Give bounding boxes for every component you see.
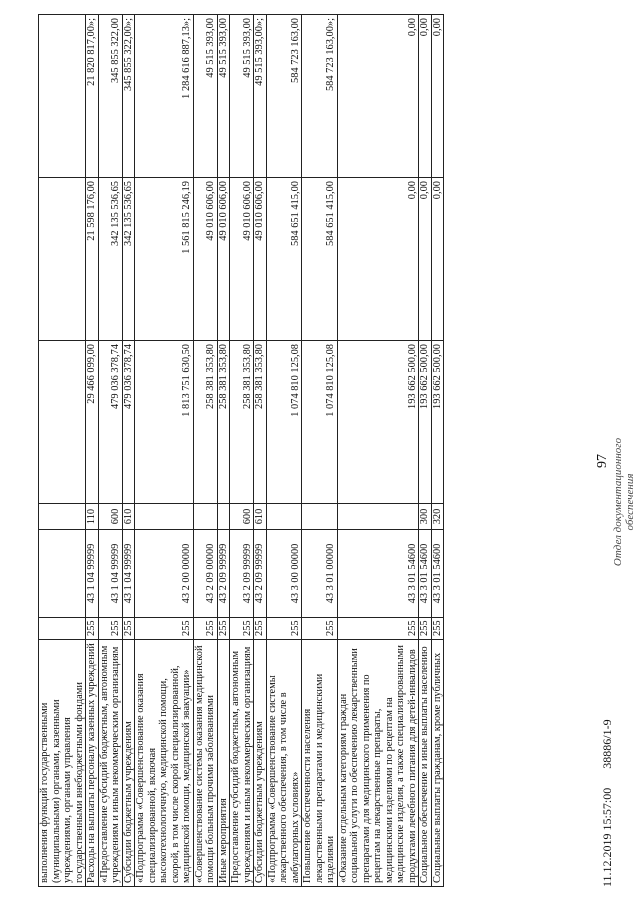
table-row (230, 15, 254, 887)
department-stamp (612, 417, 636, 587)
row-csr-code: 43 3 01 54600 (337, 530, 419, 618)
row-name: Субсидии бюджетным учреждениям (254, 640, 267, 887)
row-csr-code: 43 1 04 99999 (122, 530, 135, 618)
row-sum-2019: 193 662 500,00 (419, 341, 432, 504)
row-sum-2019: 258 381 353,80 (217, 341, 230, 504)
row-sum-2019: 479 036 378,74 (122, 341, 135, 504)
row-sum-2020 (39, 178, 86, 341)
row-csr-code: 43 3 01 00000 (302, 530, 338, 618)
table-row (337, 15, 419, 887)
budget-table (38, 14, 444, 887)
row-sum-2021: 0,00 (431, 15, 444, 178)
row-vr-code: 600 (230, 504, 254, 530)
stamp-line: обеспечения (624, 473, 636, 531)
row-ved-code: 255 (337, 618, 419, 640)
row-sum-2020: 49 010 606,00 (217, 178, 230, 341)
row-vr-code (193, 504, 217, 530)
row-vr-code: 610 (254, 504, 267, 530)
table-row (266, 15, 302, 887)
stamp-line: Отдел документационного (612, 437, 624, 567)
row-sum-2019: 29 466 099,00 (86, 341, 99, 504)
row-vr-code (302, 504, 338, 530)
row-ved-code: 255 (86, 618, 99, 640)
table-row (122, 15, 135, 887)
row-name: выполнения функций государственными (муниципальными) органами, казенными учреждениями, органами управления государственными внебюджетными фондами (39, 640, 86, 887)
table-row (39, 15, 86, 887)
row-sum-2021: 345 855 322,00»; (122, 15, 135, 178)
row-csr-code: 43 1 04 99999 (98, 530, 122, 618)
row-name: Субсидии бюджетным учреждениям (122, 640, 135, 887)
row-csr-code: 43 3 00 00000 (266, 530, 302, 618)
row-sum-2019: 258 381 353,80 (254, 341, 267, 504)
row-ved-code: 255 (98, 618, 122, 640)
row-sum-2019: 1 813 751 630,50 (135, 341, 194, 504)
table-row (98, 15, 122, 887)
row-name: Предоставление субсидий бюджетным, автономным учреждениям и иным некоммерческим организациям (230, 640, 254, 887)
row-sum-2021: 49 515 393,00 (217, 15, 230, 178)
row-ved-code: 255 (122, 618, 135, 640)
row-sum-2021: 345 855 322,00 (98, 15, 122, 178)
row-sum-2021: 0,00 (337, 15, 419, 178)
footer (600, 703, 615, 887)
table-row (302, 15, 338, 887)
row-sum-2020: 584 651 415,00 (302, 178, 338, 341)
row-name: Социальное обеспечение и иные выплаты населению (419, 640, 432, 887)
row-ved-code: 255 (302, 618, 338, 640)
row-vr-code: 600 (98, 504, 122, 530)
row-vr-code: 610 (122, 504, 135, 530)
row-sum-2020: 0,00 (337, 178, 419, 341)
row-sum-2019: 193 662 500,00 (337, 341, 419, 504)
row-sum-2020: 584 651 415,00 (266, 178, 302, 341)
row-name: Иные мероприятия (217, 640, 230, 887)
page-number: 97 (595, 454, 610, 468)
row-sum-2021: 49 515 393,00 (193, 15, 217, 178)
row-ved-code: 255 (135, 618, 194, 640)
row-name: «Подпрограмма «Совершенствование системы лекарственного обеспечения, в том числе в амбулаторных условиях» (266, 640, 302, 887)
row-csr-code: 43 2 09 99999 (230, 530, 254, 618)
row-sum-2021: 584 723 163,00»; (302, 15, 338, 178)
table-row (217, 15, 230, 887)
row-name: «Подпрограмма «Совершенствование оказания специализированной, включая высокотехнологичную, медицинской помощи, скорой, в том числе скорой специализированной, медицинской помощи, медицинской эвакуации» (135, 640, 194, 887)
row-ved-code (39, 618, 86, 640)
footer-doc-id: 38886/1-9 (600, 719, 614, 769)
row-ved-code: 255 (419, 618, 432, 640)
budget-table-body (39, 15, 444, 887)
row-ved-code: 255 (431, 618, 444, 640)
row-sum-2019: 258 381 353,80 (230, 341, 254, 504)
row-sum-2020: 49 010 606,00 (230, 178, 254, 341)
footer-datetime: 11.12.2019 15:57:00 (600, 787, 614, 887)
row-sum-2020: 21 598 176,00 (86, 178, 99, 341)
row-sum-2019: 1 074 810 125,08 (266, 341, 302, 504)
table-row (419, 15, 432, 887)
row-sum-2021: 49 515 393,00»; (254, 15, 267, 178)
row-sum-2019: 1 074 810 125,08 (302, 341, 338, 504)
row-sum-2020: 0,00 (419, 178, 432, 341)
row-name: «Предоставление субсидий бюджетным, автономным учреждениям и иным некоммерческим организациям (98, 640, 122, 887)
row-ved-code: 255 (193, 618, 217, 640)
table-row (86, 15, 99, 887)
row-vr-code: 300 (419, 504, 432, 530)
row-csr-code: 43 2 09 00000 (193, 530, 217, 618)
row-sum-2020: 49 010 606,00 (254, 178, 267, 341)
row-csr-code: 43 1 04 99999 (86, 530, 99, 618)
row-vr-code (266, 504, 302, 530)
row-sum-2020: 1 561 815 246,19 (135, 178, 194, 341)
table-row (193, 15, 217, 887)
table-row (431, 15, 444, 887)
row-ved-code: 255 (217, 618, 230, 640)
row-vr-code (39, 504, 86, 530)
row-name: «Оказание отдельным категориям граждан социальной услуги по обеспечению лекарственными препаратами для медицинского применения по рецептам на лекарственные препараты, медицинскими изделиями по рецептам на медицинские изделия, а также специализированными продуктами лечебного питания для детей-инвалидов (337, 640, 419, 887)
row-sum-2021 (39, 15, 86, 178)
row-sum-2019: 258 381 353,80 (193, 341, 217, 504)
row-sum-2021: 1 284 616 887,13»; (135, 15, 194, 178)
row-name: Социальные выплаты гражданам, кроме публичных (431, 640, 444, 887)
row-vr-code: 110 (86, 504, 99, 530)
row-sum-2019: 479 036 378,74 (98, 341, 122, 504)
row-sum-2020: 0,00 (431, 178, 444, 341)
row-sum-2020: 342 135 536,65 (122, 178, 135, 341)
table-row (135, 15, 194, 887)
row-ved-code: 255 (230, 618, 254, 640)
row-vr-code: 320 (431, 504, 444, 530)
row-sum-2020: 49 010 606,00 (193, 178, 217, 341)
row-vr-code (217, 504, 230, 530)
row-sum-2019: 193 662 500,00 (431, 341, 444, 504)
row-ved-code: 255 (254, 618, 267, 640)
row-csr-code (39, 530, 86, 618)
row-vr-code (337, 504, 419, 530)
row-csr-code: 43 3 01 54600 (431, 530, 444, 618)
row-sum-2019 (39, 341, 86, 504)
row-csr-code: 43 2 09 99999 (217, 530, 230, 618)
row-name: Расходы на выплаты персоналу казенных учреждений (86, 640, 99, 887)
row-sum-2021: 49 515 393,00 (230, 15, 254, 178)
row-csr-code: 43 2 09 99999 (254, 530, 267, 618)
row-vr-code (135, 504, 194, 530)
row-sum-2021: 584 723 163,00 (266, 15, 302, 178)
row-csr-code: 43 3 01 54600 (419, 530, 432, 618)
row-name: «Совершенствование системы оказания медицинской помощи больным прочими заболеваниями (193, 640, 217, 887)
row-sum-2021: 21 820 817,00»; (86, 15, 99, 178)
row-csr-code: 43 2 00 00000 (135, 530, 194, 618)
row-ved-code: 255 (266, 618, 302, 640)
table-row (254, 15, 267, 887)
row-sum-2021: 0,00 (419, 15, 432, 178)
row-name: Повышение обеспеченности населения лекарственными препаратами и медицинскими изделиями (302, 640, 338, 887)
row-sum-2020: 342 135 536,65 (98, 178, 122, 341)
